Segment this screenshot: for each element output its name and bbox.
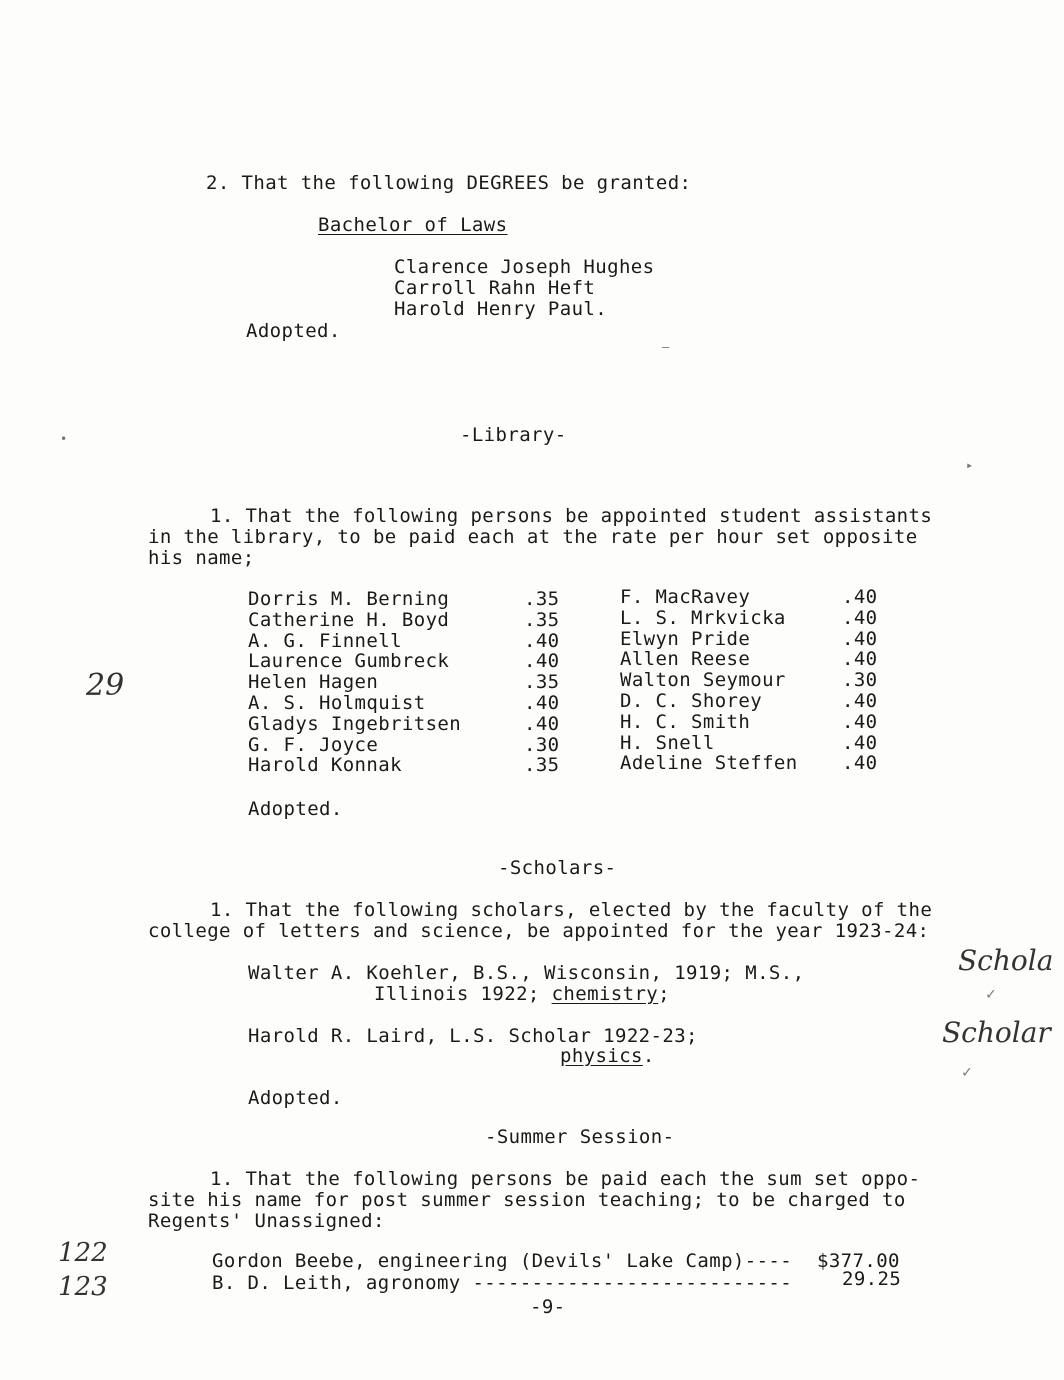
library-intro-line: his name; [148, 547, 255, 569]
hourly-rate: .40 [842, 752, 878, 775]
hourly-rate: .30 [842, 669, 878, 692]
handwritten-scholar-note: Schola [958, 944, 1054, 977]
assistant-name: Harold Konnak [248, 754, 402, 777]
assistant-name: F. MacRavey [620, 586, 751, 608]
degree-name: Harold Henry Paul. [394, 298, 608, 320]
summer-title: -Summer Session- [485, 1126, 675, 1148]
scholar-1-field: chemistry [551, 983, 659, 1005]
summer-item-text: B. D. Leith, agronomy --------------------------- [212, 1272, 793, 1294]
hourly-rate: .40 [524, 629, 560, 652]
degrees-subheading: Bachelor of Laws [318, 214, 508, 236]
hourly-rate: .40 [842, 606, 878, 629]
assistant-name: Allen Reese [620, 648, 751, 671]
check-mark-icon: ✓ [986, 984, 996, 1003]
hourly-rate: .40 [842, 710, 878, 733]
assistant-name: Elwyn Pride [620, 627, 751, 650]
degree-name: Clarence Joseph Hughes [394, 256, 655, 278]
assistant-name: Laurence Gumbreck [248, 650, 450, 673]
hourly-rate: .40 [524, 650, 560, 673]
hourly-rate: .35 [524, 608, 560, 631]
assistant-name: A. G. Finnell [248, 629, 402, 652]
summer-item-text: Gordon Beebe, engineering (Devils' Lake Camp)---- [212, 1250, 793, 1272]
assistant-name: Catherine H. Boyd [248, 608, 450, 631]
assistant-name: Dorris M. Berning [248, 588, 450, 610]
summer-intro-line: site his name for post summer session teaching; to be charged to [148, 1189, 906, 1211]
hourly-rate: .35 [524, 588, 560, 610]
hourly-rate: .35 [524, 671, 560, 694]
summer-intro-line: Regents' Unassigned: [148, 1210, 385, 1232]
smudge-dot: • [60, 432, 68, 446]
scholars-adopted: Adopted. [248, 1087, 343, 1109]
scholar-2-line [560, 1045, 655, 1067]
hourly-rate: .40 [842, 731, 878, 754]
assistant-name: H. Snell [620, 731, 715, 754]
hourly-rate: .40 [842, 586, 878, 608]
hourly-rate: .40 [842, 627, 878, 650]
hourly-rate: .40 [524, 692, 560, 714]
assistant-name: Gladys Ingebritsen [248, 712, 462, 735]
assistant-name: Adeline Steffen [620, 752, 798, 775]
scholar-1-line: Walter A. Koehler, B.S., Wisconsin, 1919; M.S., [248, 962, 805, 984]
page-number: -9- [530, 1296, 566, 1318]
assistant-name: Walton Seymour [620, 669, 786, 692]
scholar-1-line [374, 983, 670, 1005]
degrees-heading: 2. That the following DEGREES be granted: [206, 172, 692, 194]
summer-item-amount: 29.25 [842, 1268, 902, 1290]
assistant-name: Helen Hagen [248, 671, 379, 694]
library-intro-line: 1. That the following persons be appointed student assistants [210, 505, 933, 527]
smudge-dot: ▸ [966, 458, 974, 472]
scholar-2-punct: . [642, 1045, 655, 1067]
scholar-2-line: Harold R. Laird, L.S. Scholar 1922-23; [248, 1025, 698, 1047]
scholar-1-punct: ; [658, 983, 670, 1005]
library-title: -Library- [460, 424, 567, 446]
library-intro-line: in the library, to be paid each at the rate per hour set opposite [148, 526, 918, 548]
scholar-2-field: physics [560, 1045, 643, 1067]
hourly-rate: .40 [842, 690, 878, 712]
library-adopted: Adopted. [248, 798, 343, 820]
scholar-1-text: Illinois 1922; [374, 983, 552, 1005]
degree-name: Carroll Rahn Heft [394, 277, 596, 299]
hourly-rate: .40 [842, 648, 878, 671]
summer-intro-line: 1. That the following persons be paid each the sum set oppo- [210, 1168, 921, 1190]
assistant-name: A. S. Holmquist [248, 692, 426, 714]
scholars-intro-line: 1. That the following scholars, elected by the faculty of the [210, 899, 933, 921]
handwritten-scholar-note: Scholar [942, 1016, 1051, 1049]
handwritten-margin-note: 123 [58, 1272, 108, 1302]
assistant-name: G. F. Joyce [248, 733, 379, 756]
handwritten-margin-note: 29 [86, 668, 125, 703]
scholars-intro-line: college of letters and science, be appointed for the year 1923-24: [148, 920, 930, 942]
summer-item-amount: $377.00 [817, 1250, 900, 1272]
assistant-name: L. S. Mrkvicka [620, 606, 786, 629]
hourly-rate: .35 [524, 754, 560, 777]
check-mark-icon: ✓ [962, 1062, 972, 1081]
smudge-dot: – [662, 340, 670, 354]
hourly-rate: .30 [524, 733, 560, 756]
handwritten-margin-note: 122 [58, 1238, 108, 1268]
assistant-name: D. C. Shorey [620, 690, 763, 712]
scholars-title: -Scholars- [498, 857, 617, 879]
degrees-adopted: Adopted. [246, 320, 341, 342]
assistant-name: H. C. Smith [620, 710, 751, 733]
hourly-rate: .40 [524, 712, 560, 735]
